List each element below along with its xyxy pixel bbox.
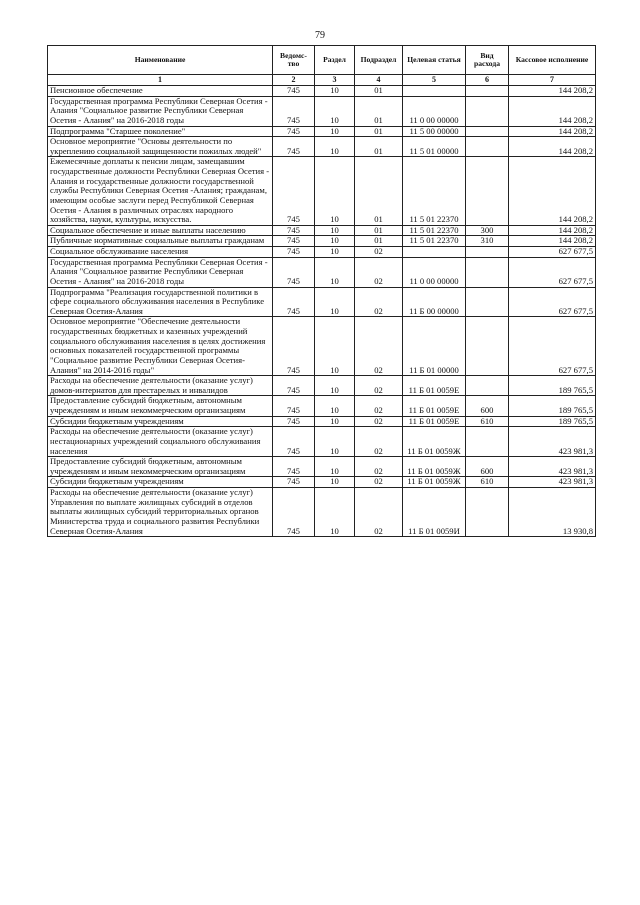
row-department-cell: 745: [273, 317, 315, 376]
table-row: [48, 247, 596, 258]
header-section: Раздел: [315, 46, 355, 75]
row-amount-cell: 144 208,2: [509, 157, 596, 225]
row-subsection-cell: 01: [355, 86, 403, 97]
row-amount-cell: 144 208,2: [509, 137, 596, 157]
row-target-article-cell: 11 Б 01 0059Ж: [403, 457, 466, 477]
row-department-cell: 745: [273, 376, 315, 396]
row-section-cell: 10: [315, 257, 355, 287]
row-expense-kind-cell: 310: [466, 236, 509, 247]
row-name-cell: Государственная программа Республики Северная Осетия - Алания "Социальное развитие Республики Северная Осетия - Алания" на 2016-2018 годы: [48, 257, 273, 287]
row-target-article-cell: 11 Б 01 0059Ж: [403, 427, 466, 457]
row-section-cell: 10: [315, 157, 355, 225]
row-department-cell: 745: [273, 137, 315, 157]
row-amount-cell: 423 981,3: [509, 457, 596, 477]
header-subsection: Подраздел: [355, 46, 403, 75]
row-name-cell: Предоставление субсидий бюджетным, автономным учреждениям и иным некоммерческим организациям: [48, 457, 273, 477]
row-amount-cell: 189 765,5: [509, 416, 596, 427]
row-expense-kind-cell: [466, 376, 509, 396]
row-subsection-cell: 01: [355, 137, 403, 157]
header-cash-execution: Кассовое исполнение: [509, 46, 596, 75]
row-name-cell: Ежемесячные доплаты к пенсии лицам, замещавшим государственные должности Республики Северная Осетия - Алания и государственные должности государственной службы Республики Северная Осетия -Алания; гражданам, имеющим особые заслуги перед Республикой Северная Осетия - Алания в различных отраслях народного хозяйства, науки, культуры, искусства.: [48, 157, 273, 225]
row-target-article-cell: 11 Б 01 0059И: [403, 488, 466, 537]
row-section-cell: 10: [315, 396, 355, 416]
table-row: [48, 86, 596, 97]
table-row: [48, 376, 596, 396]
row-name-cell: Основное мероприятие "Основы деятельности по укреплению социальной защищенности пожилых людей": [48, 137, 273, 157]
row-subsection-cell: 02: [355, 396, 403, 416]
row-target-article-cell: 11 0 00 00000: [403, 96, 466, 126]
row-department-cell: 745: [273, 236, 315, 247]
row-target-article-cell: 11 Б 01 00000: [403, 317, 466, 376]
row-amount-cell: 13 930,8: [509, 488, 596, 537]
row-name-cell: Расходы на обеспечение деятельности (оказание услуг) домов-интернатов для престарелых и инвалидов: [48, 376, 273, 396]
row-department-cell: 745: [273, 225, 315, 236]
table-row: [48, 137, 596, 157]
row-subsection-cell: 02: [355, 416, 403, 427]
column-number: 3: [315, 75, 355, 86]
row-amount-cell: 144 208,2: [509, 225, 596, 236]
row-name-cell: Государственная программа Республики Северная Осетия - Алания "Социальное развитие Республики Северная Осетия - Алания" на 2016-2018 годы: [48, 96, 273, 126]
row-section-cell: 10: [315, 96, 355, 126]
row-amount-cell: 423 981,3: [509, 477, 596, 488]
row-expense-kind-cell: [466, 86, 509, 97]
row-department-cell: 745: [273, 396, 315, 416]
row-department-cell: 745: [273, 96, 315, 126]
table-row: [48, 396, 596, 416]
row-name-cell: Пенсионное обеспечение: [48, 86, 273, 97]
table-row: [48, 287, 596, 317]
row-name-cell: Социальное обслуживание населения: [48, 247, 273, 258]
table-row: [48, 236, 596, 247]
row-expense-kind-cell: 610: [466, 416, 509, 427]
row-expense-kind-cell: [466, 317, 509, 376]
budget-execution-table: [47, 45, 596, 537]
row-section-cell: 10: [315, 247, 355, 258]
row-expense-kind-cell: 300: [466, 225, 509, 236]
row-section-cell: 10: [315, 416, 355, 427]
row-target-article-cell: [403, 86, 466, 97]
row-expense-kind-cell: [466, 287, 509, 317]
row-target-article-cell: 11 5 00 00000: [403, 126, 466, 137]
row-expense-kind-cell: 610: [466, 477, 509, 488]
row-amount-cell: 627 677,5: [509, 287, 596, 317]
row-name-cell: Расходы на обеспечение деятельности (оказание услуг) нестационарных учреждений социального обслуживания населения: [48, 427, 273, 457]
row-target-article-cell: 11 5 01 22370: [403, 157, 466, 225]
row-subsection-cell: 01: [355, 225, 403, 236]
row-expense-kind-cell: [466, 427, 509, 457]
row-subsection-cell: 01: [355, 126, 403, 137]
row-amount-cell: 189 765,5: [509, 396, 596, 416]
row-department-cell: 745: [273, 287, 315, 317]
row-name-cell: Субсидии бюджетным учреждениям: [48, 416, 273, 427]
row-amount-cell: 627 677,5: [509, 317, 596, 376]
row-expense-kind-cell: [466, 488, 509, 537]
row-subsection-cell: 02: [355, 477, 403, 488]
row-section-cell: 10: [315, 126, 355, 137]
header-target-article: Целевая статья: [403, 46, 466, 75]
row-amount-cell: 144 208,2: [509, 96, 596, 126]
row-section-cell: 10: [315, 477, 355, 488]
row-department-cell: 745: [273, 257, 315, 287]
row-subsection-cell: 02: [355, 376, 403, 396]
row-expense-kind-cell: 600: [466, 457, 509, 477]
row-section-cell: 10: [315, 86, 355, 97]
table-row: [48, 477, 596, 488]
row-department-cell: 745: [273, 457, 315, 477]
row-name-cell: Субсидии бюджетным учреждениям: [48, 477, 273, 488]
row-section-cell: 10: [315, 427, 355, 457]
row-name-cell: Расходы на обеспечение деятельности (оказание услуг) Управления по выплате жилищных субсидий в отделов выплаты жилищных субсидий территориальных органов Министерства труда и социального развития Республики Северная Осетия-Алания: [48, 488, 273, 537]
row-subsection-cell: 02: [355, 427, 403, 457]
table-row: [48, 427, 596, 457]
table-row: [48, 488, 596, 537]
header-department: Ведомс-тво: [273, 46, 315, 75]
column-number: 5: [403, 75, 466, 86]
row-subsection-cell: 01: [355, 236, 403, 247]
row-subsection-cell: 02: [355, 317, 403, 376]
column-numbers-row: [48, 75, 596, 86]
row-target-article-cell: 11 Б 01 0059Ж: [403, 477, 466, 488]
column-number: 4: [355, 75, 403, 86]
row-subsection-cell: 02: [355, 287, 403, 317]
row-target-article-cell: 11 0 00 00000: [403, 257, 466, 287]
row-name-cell: Основное мероприятие "Обеспечение деятельности государственных бюджетных и казенных учреждений социального обслуживания населения в целях достижения основных показателей государственной программы "Социальное развитие Республики Северная Осетия-Алания" на 2014-2016 годы": [48, 317, 273, 376]
row-subsection-cell: 01: [355, 157, 403, 225]
table-row: [48, 317, 596, 376]
row-amount-cell: 144 208,2: [509, 126, 596, 137]
table-row: [48, 96, 596, 126]
row-name-cell: Подпрограмма "Реализация государственной политики в сфере социального обслуживания населения в Республике Северная Осетия-Алания: [48, 287, 273, 317]
row-target-article-cell: 11 Б 01 0059Е: [403, 376, 466, 396]
table-row: [48, 157, 596, 225]
row-department-cell: 745: [273, 247, 315, 258]
header-expense-kind: Вид расхода: [466, 46, 509, 75]
row-subsection-cell: 02: [355, 488, 403, 537]
row-target-article-cell: 11 5 01 22370: [403, 225, 466, 236]
row-target-article-cell: 11 5 01 22370: [403, 236, 466, 247]
row-expense-kind-cell: [466, 96, 509, 126]
table-header-row: [48, 46, 596, 75]
row-target-article-cell: 11 Б 00 00000: [403, 287, 466, 317]
row-section-cell: 10: [315, 137, 355, 157]
table-row: [48, 257, 596, 287]
table-row: [48, 126, 596, 137]
row-department-cell: 745: [273, 416, 315, 427]
row-subsection-cell: 02: [355, 247, 403, 258]
row-subsection-cell: 01: [355, 96, 403, 126]
row-department-cell: 745: [273, 427, 315, 457]
row-department-cell: 745: [273, 477, 315, 488]
row-target-article-cell: 11 Б 01 0059Е: [403, 396, 466, 416]
row-amount-cell: 423 981,3: [509, 427, 596, 457]
table-body: [48, 86, 596, 537]
row-subsection-cell: 02: [355, 457, 403, 477]
row-expense-kind-cell: [466, 126, 509, 137]
row-amount-cell: 189 765,5: [509, 376, 596, 396]
row-amount-cell: 627 677,5: [509, 247, 596, 258]
column-number: 2: [273, 75, 315, 86]
table-row: [48, 457, 596, 477]
row-department-cell: 745: [273, 86, 315, 97]
row-subsection-cell: 02: [355, 257, 403, 287]
column-number: 6: [466, 75, 509, 86]
row-section-cell: 10: [315, 317, 355, 376]
row-section-cell: 10: [315, 457, 355, 477]
row-section-cell: 10: [315, 225, 355, 236]
row-name-cell: Предоставление субсидий бюджетным, автономным учреждениям и иным некоммерческим организациям: [48, 396, 273, 416]
column-number: 1: [48, 75, 273, 86]
row-department-cell: 745: [273, 488, 315, 537]
row-amount-cell: 144 208,2: [509, 236, 596, 247]
page-number: 79: [315, 30, 325, 41]
table-row: [48, 416, 596, 427]
row-section-cell: 10: [315, 287, 355, 317]
table-row: [48, 225, 596, 236]
row-expense-kind-cell: [466, 257, 509, 287]
row-target-article-cell: [403, 247, 466, 258]
row-department-cell: 745: [273, 126, 315, 137]
row-target-article-cell: 11 Б 01 0059Е: [403, 416, 466, 427]
row-section-cell: 10: [315, 376, 355, 396]
row-section-cell: 10: [315, 488, 355, 537]
row-name-cell: Социальное обеспечение и иные выплаты населению: [48, 225, 273, 236]
row-section-cell: 10: [315, 236, 355, 247]
header-name: Наименование: [48, 46, 273, 75]
row-name-cell: Публичные нормативные социальные выплаты гражданам: [48, 236, 273, 247]
row-amount-cell: 144 208,2: [509, 86, 596, 97]
row-expense-kind-cell: [466, 137, 509, 157]
row-department-cell: 745: [273, 157, 315, 225]
column-number: 7: [509, 75, 596, 86]
row-expense-kind-cell: 600: [466, 396, 509, 416]
row-name-cell: Подпрограмма "Старшее поколение": [48, 126, 273, 137]
row-amount-cell: 627 677,5: [509, 257, 596, 287]
row-expense-kind-cell: [466, 247, 509, 258]
row-expense-kind-cell: [466, 157, 509, 225]
row-target-article-cell: 11 5 01 00000: [403, 137, 466, 157]
